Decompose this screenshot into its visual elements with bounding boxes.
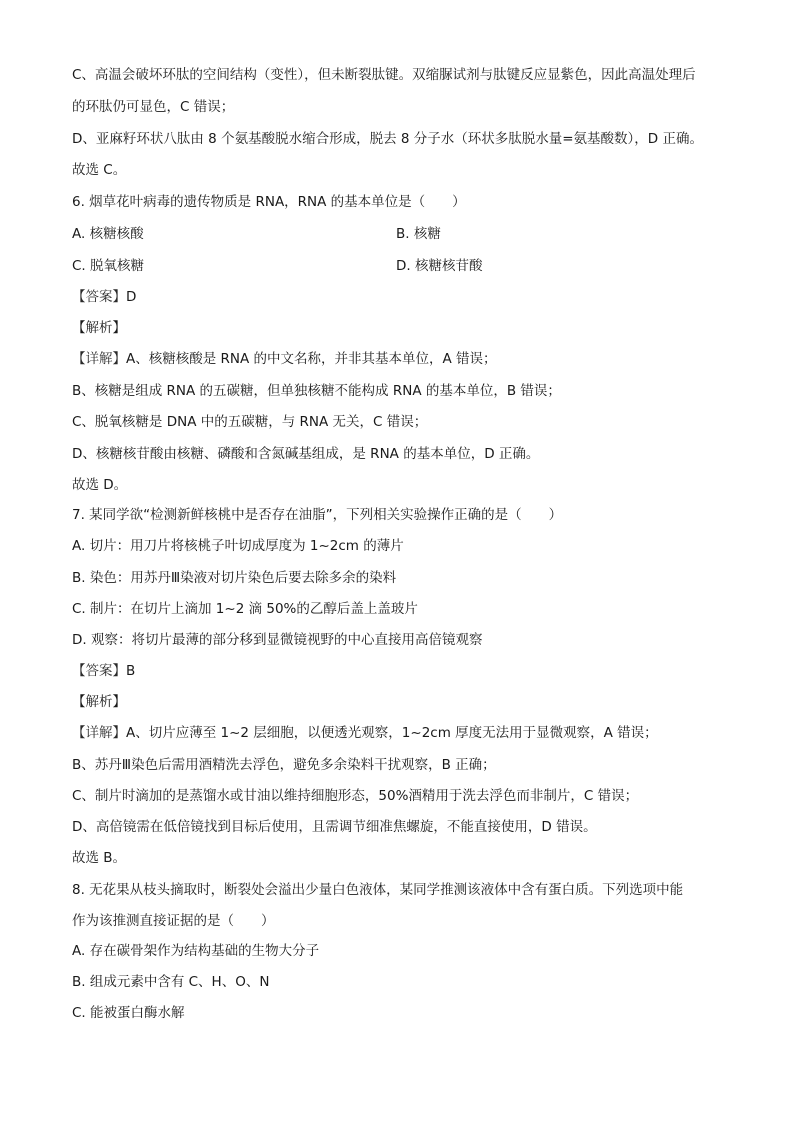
q8-option-b: B. 组成元素中含有 C、H、O、N (72, 974, 270, 990)
answer-tag: 【答案】 (72, 289, 126, 305)
q7-option-a: A. 切片：用刀片将核桃子叶切成厚度为 1~2cm 的薄片 (72, 538, 404, 554)
answer-tag: 【答案】 (72, 663, 126, 679)
prev-analysis-d-line: D、亚麻籽环状八肽由 8 个氨基酸脱水缩合形成，脱去 8 分子水（环状多肽脱水量=氨基酸数），D 正确。 (72, 131, 703, 147)
q6-detail-a-row (72, 350, 732, 368)
q7-option-d: D. 观察：将切片最薄的部分移到显微镜视野的中心直接用高倍镜观察 (72, 632, 483, 648)
detail-tag: 【详解】 (72, 725, 126, 741)
answer-value: B (126, 663, 136, 679)
q6-stem: 6. 烟草花叶病毒的遗传物质是 RNA，RNA 的基本单位是（ ） (72, 194, 466, 210)
q7-analysis-tag: 【解析】 (72, 694, 126, 710)
q6-option-d: D. 核糖核苷酸 (396, 258, 483, 274)
q7-option-c: C. 制片：在切片上滴加 1~2 滴 50%的乙醇后盖上盖玻片 (72, 601, 418, 617)
answer-value: D (126, 289, 137, 305)
detail-tag: 【详解】 (72, 351, 126, 367)
q6-option-b: B. 核糖 (396, 226, 441, 242)
q6-detail-b: B、核糖是组成 RNA 的五碳糖，但单独核糖不能构成 RNA 的基本单位，B 错误； (72, 383, 561, 399)
q7-stem: 7. 某同学欲“检测新鲜核桃中是否存在油脂”，下列相关实验操作正确的是（ ） (72, 507, 563, 523)
q7-option-b: B. 染色：用苏丹Ⅲ染液对切片染色后要去除多余的染料 (72, 570, 397, 586)
q6-analysis-tag: 【解析】 (72, 320, 126, 336)
q6-detail-d: D、核糖核苷酸由核糖、磷酸和含氮碱基组成，是 RNA 的基本单位，D 正确。 (72, 446, 540, 462)
q7-detail-d: D、高倍镜需在低倍镜找到目标后使用，且需调节细准焦螺旋，不能直接使用，D 错误。 (72, 819, 597, 835)
q8-stem-line2: 作为该推测直接证据的是（ ） (72, 913, 275, 929)
q6-option-a: A. 核糖核酸 (72, 226, 144, 242)
detail-a: A、核糖核酸是 RNA 的中文名称，并非其基本单位，A 错误； (126, 351, 497, 367)
q7-detail-c: C、制片时滴加的是蒸馏水或甘油以维持细胞形态，50%酒精用于洗去浮色而非制片，C 错误； (72, 788, 639, 804)
q7-detail-b: B、苏丹Ⅲ染色后需用酒精洗去浮色，避免多余染料干扰观察，B 正确； (72, 757, 496, 773)
prev-analysis-c-line1: C、高温会破坏环肽的空间结构（变性），但未断裂肽键。双缩脲试剂与肽键反应显紫色，因此高温处理后 (72, 67, 696, 83)
q6-option-c: C. 脱氧核糖 (72, 258, 145, 274)
q8-option-c: C. 能被蛋白酶水解 (72, 1005, 185, 1021)
detail-a: A、切片应薄至 1~2 层细胞，以便透光观察，1~2cm 厚度无法用于显微观察，A 错误； (126, 725, 658, 741)
q7-choose: 故选 B。 (72, 850, 127, 866)
q7-answer-row (72, 662, 732, 680)
q6-answer-row (72, 288, 732, 306)
q7-detail-a-row (72, 724, 732, 742)
q6-detail-c: C、脱氧核糖是 DNA 中的五碳糖，与 RNA 无关，C 错误； (72, 414, 428, 430)
prev-choose: 故选 C。 (72, 162, 127, 178)
q8-stem-line1: 8. 无花果从枝头摘取时，断裂处会溢出少量白色液体，某同学推测该液体中含有蛋白质。下列选项中能 (72, 882, 684, 898)
prev-analysis-c-line2: 的环肽仍可显色，C 错误； (72, 99, 235, 115)
q8-option-a: A. 存在碳骨架作为结构基础的生物大分子 (72, 943, 320, 959)
q6-choose: 故选 D。 (72, 477, 128, 493)
